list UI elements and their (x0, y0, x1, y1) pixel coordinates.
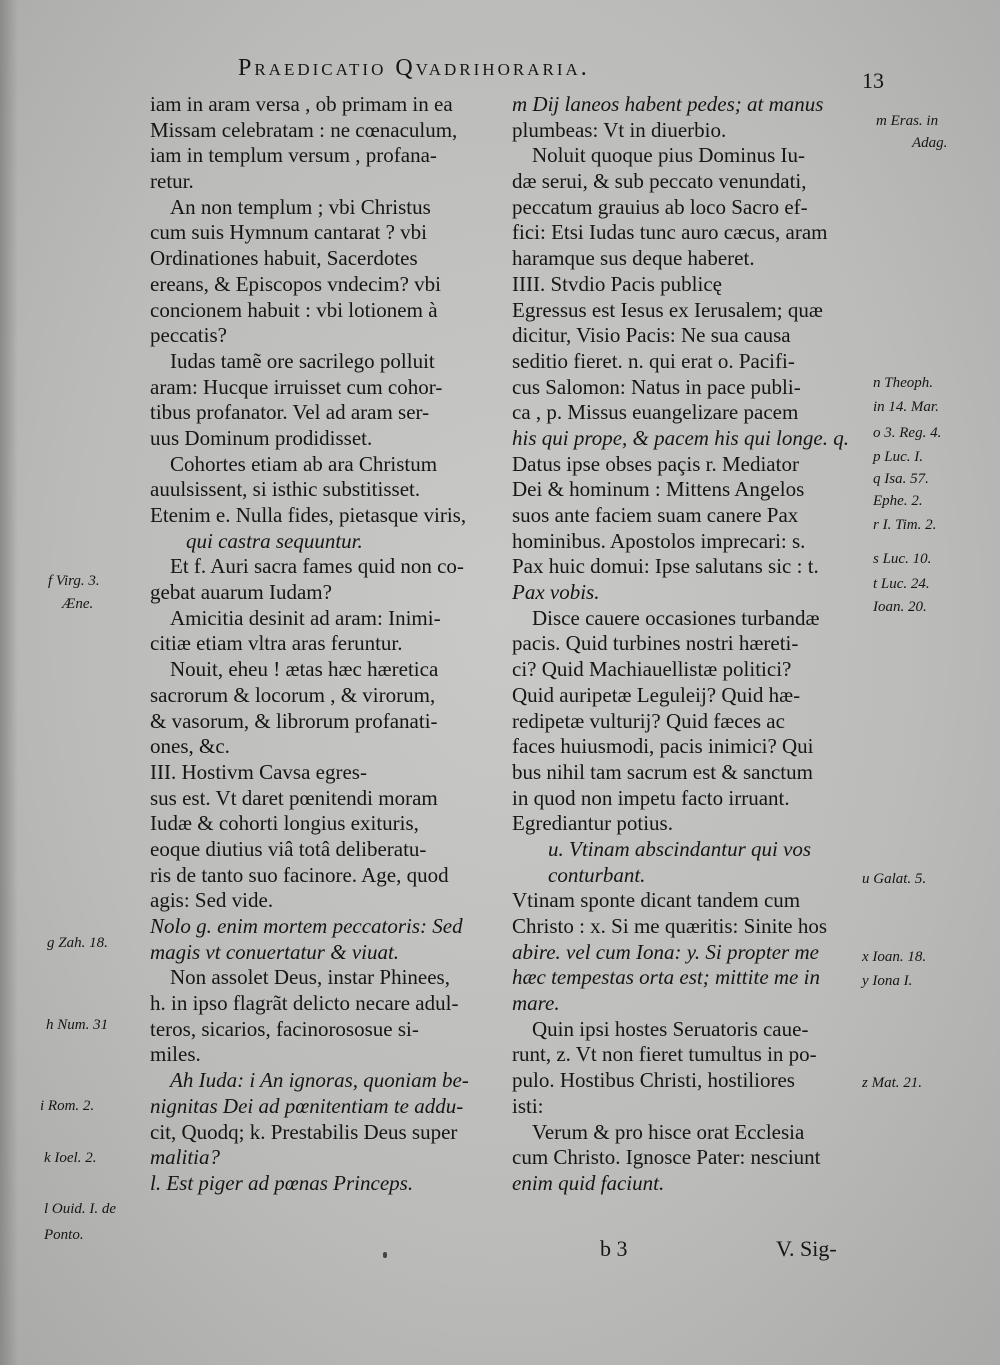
text-line: Non assolet Deus, instar Phinees, (170, 965, 450, 990)
text-line: Disce cauere occasiones turbandæ (532, 605, 820, 630)
margin-note: z Mat. 21. (862, 1075, 922, 1091)
text-line: in quod non impetu facto irruant. (512, 785, 790, 810)
text-line: hæc tempestas orta est; mittite me in (512, 965, 820, 990)
text-line: iam in aram versa , ob primam in ea (150, 92, 453, 116)
text-line: aram: Hucque irruisset cum cohor- (150, 374, 443, 399)
margin-note: k Ioel. 2. (44, 1150, 97, 1166)
text-line: Nolo g. enim mortem peccatoris: Sed (150, 914, 463, 938)
text-line: mare. (512, 991, 560, 1016)
margin-note: y Iona I. (862, 973, 913, 989)
text-line: An non templum ; vbi Christus (170, 194, 431, 219)
margin-note: t Luc. 24. (873, 576, 930, 592)
margin-note: i Rom. 2. (40, 1098, 95, 1114)
text-line: fici: Etsi Iudas tunc auro cæcus, aram (512, 220, 828, 245)
text-line: runt, z. Vt non fieret tumultus in po- (512, 1042, 817, 1067)
margin-note: n Theoph. (873, 375, 933, 391)
text-line: Christo : x. Si me quæritis: Sinite hos (512, 914, 828, 938)
text-line: Quid auripetæ Leguleij? Quid hæ- (512, 682, 801, 707)
text-line: redipetæ vulturij? Quid fæces ac (512, 708, 785, 733)
text-line: Cohortes etiam ab ara Christum (170, 451, 438, 476)
text-line: ca , p. Missus euangelizare pacem (512, 400, 799, 425)
text-line: iam in templum versum , profana- (150, 143, 437, 168)
text-line: ones, &c. (150, 734, 230, 759)
text-line: Nouit, eheu ! ætas hæc hæretica (170, 657, 439, 682)
margin-note: Adag. (912, 135, 948, 151)
text-line: sacrorum & locorum , & virorum, (150, 682, 436, 707)
text-line: Noluit quoque pius Dominus Iu- (532, 143, 805, 168)
section-heading-line: III. Hostivm Cavsa egres- (150, 759, 367, 784)
margin-note: Ioan. 20. (873, 599, 927, 615)
margin-note: Æne. (62, 596, 94, 612)
text-line: malitia? (150, 1145, 221, 1170)
text-line: h. in ipso flagrãt delicto necare adul- (150, 991, 459, 1016)
text-line: dicitur, Visio Pacis: Ne sua causa (512, 323, 791, 348)
text-line: isti: (512, 1093, 544, 1118)
text-line: cum Christo. Ignosce Pater: nesciunt (512, 1145, 821, 1170)
margin-note: g Zah. 18. (47, 935, 108, 951)
text-line: qui castra sequuntur. (186, 528, 363, 553)
text-line: teros, sicarios, facinorososue si- (150, 1016, 419, 1041)
text-line: retur. (150, 169, 194, 194)
text-line: Egressus est Iesus ex Ierusalem; quæ (512, 297, 823, 322)
page-number: 13 (862, 68, 884, 93)
text-line: eoque diutius viâ totâ deliberatu- (150, 836, 427, 861)
margin-note: r I. Tim. 2. (873, 517, 937, 533)
text-line: peccatis? (150, 323, 227, 348)
right-text-column (512, 92, 872, 1197)
text-line: faces huiusmodi, pacis inimici? Qui (512, 734, 814, 759)
margin-note: p Luc. I. (873, 449, 923, 465)
text-line: Missam celebratam : ne cœnaculum, (150, 117, 458, 142)
signature-mark: b 3 (600, 1236, 628, 1261)
text-line: concionem habuit : vbi lotionem à (150, 297, 438, 322)
text-line: Ordinationes habuit, Sacerdotes (150, 246, 418, 271)
margin-note: in 14. Mar. (873, 399, 939, 415)
text-line: ereans, & Episcopos vndecim? vbi (150, 271, 442, 296)
text-line: miles. (150, 1042, 201, 1067)
text-line: Etenim e. Nulla fides, pietasque viris, (150, 503, 467, 527)
text-line: agis: Sed vide. (150, 888, 274, 913)
text-line: cit, Quodq; k. Prestabilis Deus super (150, 1119, 458, 1144)
text-line: pacis. Quid turbines nostri hæreti- (512, 631, 799, 656)
text-line: auulsissent, si isthic substitisset. (150, 477, 421, 502)
binding-shadow (0, 0, 18, 1365)
text-line: Vtinam sponte dicant tandem cum (512, 888, 801, 913)
text-line: abire. vel cum Iona: y. Si propter me (512, 939, 819, 964)
text-line: ris de tanto suo facinore. Age, quod (150, 862, 449, 887)
text-line: Pax huic domui: Ipse salutans sic : t. (512, 554, 819, 579)
margin-note: m Eras. in (876, 113, 939, 129)
text-line: cum suis Hymnum cantarat ? vbi (150, 220, 428, 245)
margin-note: u Galat. 5. (862, 871, 927, 887)
left-text-column (150, 92, 500, 1197)
text-line: enim quid faciunt. (512, 1170, 665, 1195)
margin-note: o 3. Reg. 4. (873, 425, 942, 441)
text-line: plumbeas: Vt in diuerbio. (512, 117, 727, 142)
text-line: suos ante faciem suam canere Pax (512, 503, 799, 527)
text-line: Pax vobis. (512, 580, 600, 605)
margin-note: s Luc. 10. (873, 551, 932, 567)
text-line: uus Dominum prodidisset. (150, 425, 373, 450)
text-line: pulo. Hostibus Christi, hostiliores (512, 1068, 795, 1093)
text-line: nignitas Dei ad pœnitentiam te addu- (150, 1093, 464, 1118)
text-line: Datus ipse obses paçis r. Mediator (512, 451, 799, 476)
text-line: seditio fieret. n. qui erat o. Pacifi- (512, 348, 795, 373)
text-line: bus nihil tam sacrum est & sanctum (512, 759, 813, 784)
text-line: sus est. Vt daret pœnitendi moram (150, 785, 438, 810)
text-line: cus Salomon: Natus in pace publi- (512, 374, 801, 399)
margin-note: Ephe. 2. (873, 493, 923, 509)
text-line: his qui prope, & pacem his qui longe. q. (512, 425, 849, 450)
margin-note: f Virg. 3. (48, 573, 100, 589)
margin-note: q Isa. 57. (873, 471, 929, 487)
section-heading-line: IIII. Stvdio Pacis publicę (512, 271, 722, 296)
text-line: hominibus. Apostolos imprecari: s. (512, 528, 806, 553)
margin-note: x Ioan. 18. (862, 949, 927, 965)
text-line: Dei & hominum : Mittens Angelos (512, 477, 805, 502)
text-line: l. Est piger ad pœnas Princeps. (150, 1170, 414, 1195)
margin-note: h Num. 31 (46, 1017, 109, 1033)
margin-note: Ponto. (44, 1227, 84, 1243)
text-line: haramque sus deque haberet. (512, 246, 755, 271)
text-line: tibus profanator. Vel ad aram ser- (150, 400, 430, 425)
text-line: ci? Quid Machiauellistæ politici? (512, 657, 792, 682)
text-line: m Dij laneos habent pedes; at manus (512, 92, 824, 116)
text-line: u. Vtinam abscindantur qui vos (548, 836, 812, 861)
text-line: & vasorum, & librorum profanati- (150, 708, 438, 733)
text-line: conturbant. (548, 862, 646, 887)
ink-speck (383, 1252, 387, 1258)
text-line: Egrediantur potius. (512, 811, 673, 836)
text-line: peccatum grauius ab loco Sacro ef- (512, 194, 808, 219)
text-line: Et f. Auri sacra fames quid non co- (170, 554, 464, 579)
margin-note: l Ouid. I. de (44, 1201, 117, 1217)
running-header: Praedicatio Qvadrihoraria. (238, 55, 590, 81)
catchword: V. Sig- (776, 1236, 837, 1261)
text-line: magis vt conuertatur & viuat. (150, 939, 400, 964)
text-line: dæ serui, & sub peccato venundati, (512, 169, 807, 194)
text-line: gebat auarum Iudam? (150, 580, 332, 605)
text-line: Quin ipsi hostes Seruatoris caue- (532, 1016, 809, 1041)
text-line: Ah Iuda: i An ignoras, quoniam be- (170, 1068, 469, 1093)
text-line: Amicitia desinit ad aram: Inimi- (170, 605, 441, 630)
text-line: citiæ etiam vltra aras feruntur. (150, 631, 403, 656)
text-line: Verum & pro hisce orat Ecclesia (532, 1119, 805, 1144)
text-line: Iudas tamẽ ore sacrilego polluit (170, 348, 435, 373)
text-line: Iudæ & cohorti longius exituris, (150, 811, 419, 836)
